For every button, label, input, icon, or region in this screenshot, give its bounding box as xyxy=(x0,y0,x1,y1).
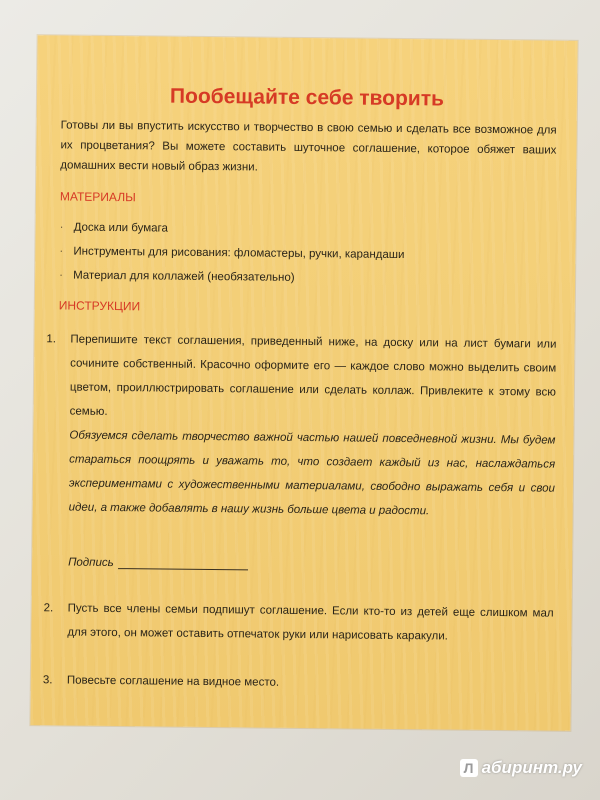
instruction-step-3 xyxy=(31,668,571,698)
step-number: 3. xyxy=(42,674,53,687)
bullet: · xyxy=(59,245,64,258)
instruction-step-1 xyxy=(33,327,575,525)
instructions-heading: ИНСТРУКЦИИ xyxy=(58,298,141,314)
book-page xyxy=(30,35,577,731)
bullet: · xyxy=(59,221,64,234)
materials-heading: МАТЕРИАЛЫ xyxy=(59,189,136,205)
list-item xyxy=(59,239,404,267)
watermark xyxy=(460,758,582,778)
watermark-text: абиринт.ру xyxy=(481,758,582,777)
pledge-text: Обязуемся сделать творчество важной частью нашей повседневной жизни. Мы будем стараться поощрять и уважать то, что создает каждый из нас, наслаждаться экспериментами с художественными материалами, свободно выражать себя и свои идеи, а также добавлять в нашу жизнь больше цвета и радости. xyxy=(68,429,556,518)
material-item-label: Материал для коллажей (необязательно) xyxy=(73,269,295,284)
bullet: · xyxy=(59,269,64,282)
signature-field xyxy=(68,556,248,571)
instruction-step-2 xyxy=(31,596,571,650)
page-title: Пообещайте себе творить xyxy=(169,84,445,111)
step-text: Перепишите текст соглашения, приведенный ниже, на доску или на лист бумаги или сочините собственный. Красочно оформите его — каждое слово можно выделить своим цветом, проиллюстрировать соглашение или сделать коллаж. Привлеките к этому всю семью. xyxy=(69,333,557,418)
list-item xyxy=(59,263,404,291)
step-text: Повесьте соглашение на видное место. xyxy=(66,674,280,689)
signature-label: Подпись xyxy=(68,556,114,570)
labirint-logo-icon: Л xyxy=(460,759,478,777)
signature-line xyxy=(118,556,248,570)
material-item-label: Инструменты для рисования: фломастеры, ручки, карандаши xyxy=(73,245,405,262)
step-text: Пусть все члены семьи подпишут соглашение. Если кто-то из детей еще слишком мал для этого, он может оставить отпечаток руки или нарисовать каракули. xyxy=(67,602,554,643)
step-number: 2. xyxy=(43,602,54,615)
material-item-label: Доска или бумага xyxy=(73,221,168,235)
intro-paragraph: Готовы ли вы впустить искусство и творчество в свою семью и сделать все возможное для их процветания? Вы можете составить шуточное соглашение, которое обяжет ваших домашних вести новый образ жизни. xyxy=(60,119,557,174)
materials-list xyxy=(59,215,405,291)
list-item xyxy=(59,215,404,243)
step-number: 1. xyxy=(46,333,57,346)
